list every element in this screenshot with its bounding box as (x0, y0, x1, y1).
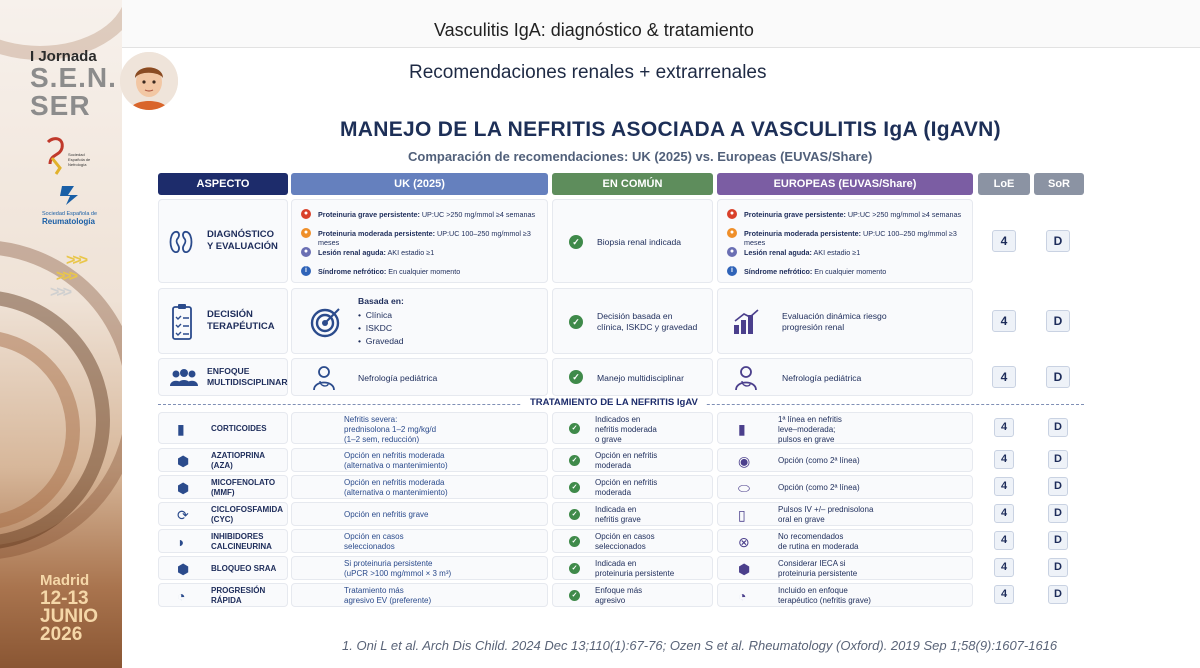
treatment-common-cell (552, 529, 713, 553)
target-icon (310, 306, 342, 338)
text-line: (MMF) (211, 488, 235, 497)
list-item: • Clínica (358, 310, 393, 320)
aspect-label-line: ENFOQUE (207, 366, 250, 376)
common-text (595, 451, 657, 471)
check-icon: ✓ (569, 482, 580, 493)
cycle-arrows-icon: ⟳ (177, 507, 189, 523)
row-decision-common (552, 288, 713, 354)
uk-criterion: Proteinuria moderada persistente: UP:UC 100–250 mg/mmol ≥3 meses (318, 229, 531, 247)
text-line: proteinuria persistente (595, 569, 675, 578)
treatment-aspect-cell (158, 475, 288, 499)
uk-text (344, 586, 431, 606)
uk-text: Nefrología pediátrica (358, 373, 438, 383)
eu-criterion: Proteinuria grave persistente: UP:UC >250 mg/mmol ≥4 semanas (744, 210, 962, 219)
sor-badge: D (1048, 504, 1068, 523)
capsule-icon: ⬭ (738, 480, 750, 496)
treatment-eu-cell (717, 529, 973, 553)
aspect-label-line: Y EVALUACIÓN (207, 241, 278, 252)
text-line: Opción en nefritis moderada (344, 451, 445, 460)
page-subtitle: Recomendaciones renales + extrarrenales (409, 62, 767, 83)
list-item: • ISKDC (358, 323, 393, 333)
loe-badge: 4 (994, 418, 1014, 437)
text-line: agresivo EV (preferente) (344, 596, 432, 605)
text-line: CORTICOIDES (211, 424, 267, 433)
column-header-aspect: ASPECTO (158, 173, 288, 195)
text-line: seleccionados (595, 542, 646, 551)
clipboard-icon (171, 303, 193, 341)
check-icon: ✓ (569, 590, 580, 601)
sor-badge: D (1048, 531, 1068, 550)
text-line: MICOFENOLATO (211, 478, 276, 487)
text-line: Opción (como 2ª línea) (778, 483, 860, 492)
treatment-common-cell (552, 502, 713, 526)
text-line: prednisolona 1–2 mg/kg/d (344, 425, 437, 434)
common-text (595, 586, 642, 606)
sor-badge: D (1046, 310, 1070, 332)
shield-icon: ⬢ (177, 453, 190, 469)
eu-text-line: progresión renal (782, 322, 845, 332)
treatment-name (211, 586, 265, 606)
event-brand-line: SER (30, 90, 91, 121)
treatment-uk-cell (291, 556, 548, 580)
text-line: RÁPIDA (211, 596, 242, 605)
event-days: 12-13 (40, 588, 89, 609)
page-title: Vasculitis IgA: diagnóstico & tratamiento (434, 20, 754, 40)
text-line: Indicada en (595, 505, 637, 514)
eu-text: Nefrología pediátrica (782, 373, 862, 383)
text-line: terapéutico (nefritis grave) (778, 596, 871, 605)
eu-text (778, 532, 859, 552)
text-line: Opción en nefritis moderada (344, 478, 445, 487)
event-sidebar (0, 0, 122, 668)
text-line: No recomendados (778, 532, 844, 541)
slide-title: MANEJO DE LA NEFRITIS ASOCIADA A VASCULITIS IgA (IgAVN) (340, 118, 1001, 141)
sor-badge: D (1048, 418, 1068, 437)
kidney-icon (169, 228, 193, 256)
nefrologia-logo (42, 134, 102, 180)
text-line: Tratamiento más (344, 586, 404, 595)
text-line: seleccionados (344, 542, 395, 551)
info-nephrotic-icon: i (727, 266, 737, 276)
slide-content (156, 112, 1084, 642)
text-line: Opción en nefritis (595, 478, 658, 487)
column-header-uk: UK (2025) (291, 173, 548, 195)
treatment-eu-cell (717, 475, 973, 499)
doctor-icon (312, 365, 336, 391)
logo-lettering: Nefrología (68, 162, 87, 167)
text-line: Considerar IECA si (778, 559, 846, 568)
slide-subtitle: Comparación de recomendaciones: UK (2025) vs. Europeas (EUVAS/Share) (408, 149, 873, 164)
event-brand-line: S.E.N. (30, 62, 117, 93)
text-line: oral en grave (778, 515, 825, 524)
eu-criterion: Proteinuria moderada persistente: UP:UC 100–250 mg/mmol ≥3 meses (744, 229, 957, 247)
text-line: CALCINEURINA (211, 542, 272, 551)
treatment-aspect-cell (158, 556, 288, 580)
bar-growth-icon (732, 309, 760, 335)
text-line: de rutina en moderada (778, 542, 859, 551)
check-icon: ✓ (569, 315, 583, 329)
column-header-eu: EUROPEAS (EUVAS/Share) (717, 173, 973, 195)
row-multi-eu (717, 358, 973, 396)
text-line: (alternativa o mantenimiento) (344, 488, 448, 497)
treatment-name (211, 564, 276, 574)
text-line: Opción en casos (595, 532, 655, 541)
aspect-label (207, 366, 288, 388)
chevron-decoration-icon: >>> (66, 252, 86, 269)
check-icon: ✓ (569, 423, 580, 434)
row-decision-aspect (158, 288, 288, 354)
uk-text (344, 532, 404, 552)
loe-badge: 4 (992, 366, 1016, 388)
treatment-eu-cell (717, 448, 973, 472)
cancel-circle-icon: ⊗ (738, 534, 750, 550)
uk-criterion: Lesión renal aguda: AKI estadio ≥1 (318, 248, 435, 257)
text-line: INHIBIDORES (211, 532, 264, 541)
aspect-label-line: DECISIÓN (207, 309, 253, 320)
sor-badge: D (1046, 366, 1070, 388)
check-icon: ✓ (569, 370, 583, 384)
treatment-common-cell (552, 412, 713, 444)
event-name: I Jornada (30, 48, 97, 65)
treatment-name (211, 532, 272, 552)
treatment-name (211, 478, 275, 498)
event-year: 2026 (40, 624, 83, 645)
sor-badge: D (1048, 450, 1068, 469)
uk-text (344, 451, 448, 471)
treatment-uk-cell (291, 502, 548, 526)
treatment-name (211, 451, 265, 471)
syringe-vial-icon: ▮ (177, 421, 185, 437)
treatment-name (211, 505, 283, 525)
eu-text (778, 559, 857, 579)
drop-severe-icon: ● (727, 209, 737, 219)
eu-text (778, 586, 871, 606)
loe-badge: 4 (994, 558, 1014, 577)
common-text (595, 559, 674, 579)
text-line: proteinuria persistente (778, 569, 858, 578)
check-icon: ✓ (569, 563, 580, 574)
row-diagnosis-uk (291, 199, 548, 283)
loe-badge: 4 (994, 585, 1014, 604)
aspect-label (207, 309, 275, 333)
drop-moderate-icon: ● (727, 228, 737, 238)
kidney-icon: ◗ (177, 534, 186, 550)
logo-lettering: Española de (68, 157, 91, 162)
loe-badge: 4 (994, 531, 1014, 550)
reumatologia-mark-icon (42, 184, 106, 206)
sor-badge: D (1046, 230, 1070, 252)
text-line: moderada (595, 461, 632, 470)
drop-severe-icon: ● (301, 209, 311, 219)
column-header-sor: SoR (1034, 173, 1084, 195)
reuma-line2: Reumatología (42, 217, 95, 226)
common-text: Manejo multidisciplinar (597, 373, 684, 383)
uk-basis-head: Basada en: (358, 296, 404, 306)
text-line: PROGRESIÓN (211, 586, 266, 595)
iv-bag-icon: ▯ (738, 507, 746, 523)
aspect-label-line: TERAPÉUTICA (207, 321, 275, 332)
reuma-line1: Sociedad Española de (42, 211, 98, 217)
check-icon: ✓ (569, 509, 580, 520)
treatment-common-cell (552, 556, 713, 580)
treatment-aspect-cell (158, 412, 288, 444)
treatment-uk-cell (291, 583, 548, 607)
treatment-name (211, 424, 267, 434)
uk-criterion: Proteinuria grave persistente: UP:UC >250 mg/mmol ≥4 semanas (318, 210, 536, 219)
row-diagnosis-grades (978, 199, 1084, 283)
text-line: 1ª línea en nefritis (778, 415, 842, 424)
reumatologia-logo (42, 184, 106, 224)
team-icon (169, 368, 199, 388)
sor-badge: D (1048, 585, 1068, 604)
common-text: Biopsia renal indicada (597, 237, 682, 247)
text-line: Si proteinuria persistente (344, 559, 433, 568)
text-line: (CYC) (211, 515, 234, 524)
treatment-eu-cell (717, 583, 973, 607)
text-line: Opción en casos (344, 532, 404, 541)
row-diagnosis-eu (717, 199, 973, 283)
avatar (120, 52, 178, 110)
uk-criterion: Síndrome nefrótico: En cualquier momento (318, 267, 461, 276)
eu-text-line: Evaluación dinámica riesgo (782, 311, 887, 321)
info-nephrotic-icon: i (301, 266, 311, 276)
shield-icon: ⬢ (738, 561, 751, 577)
treatment-uk-cell (291, 448, 548, 472)
eu-criterion: Síndrome nefrótico: En cualquier momento (744, 267, 887, 276)
treatment-eu-cell (717, 412, 973, 444)
common-text (595, 415, 657, 445)
text-line: nefritis grave (595, 515, 641, 524)
sor-badge: D (1048, 558, 1068, 577)
eu-text (778, 505, 873, 525)
row-multi-aspect (158, 358, 288, 396)
check-icon: ✓ (569, 455, 580, 466)
text-line: Incluido en enfoque (778, 586, 848, 595)
shield-icon: ⬢ (177, 480, 190, 496)
event-city: Madrid (40, 572, 90, 589)
check-icon: ✓ (569, 536, 580, 547)
treatment-common-cell (552, 475, 713, 499)
common-text (595, 505, 641, 525)
loe-badge: 4 (992, 230, 1016, 252)
text-line: (uPCR >100 mg/mmol × 3 m³) (344, 569, 452, 578)
row-diagnosis-common (552, 199, 713, 283)
section-title: TRATAMIENTO DE LA NEFRITIS IgAV (522, 397, 706, 408)
list-item: • Gravedad (358, 336, 404, 346)
uk-text (344, 415, 436, 445)
text-line: leve–moderada; (778, 425, 836, 434)
sor-badge: D (1048, 477, 1068, 496)
gauge-icon: ◔ (738, 588, 747, 604)
loe-badge: 4 (994, 477, 1014, 496)
text-line: Opción (como 2ª línea) (778, 456, 860, 465)
event-month: JUNIO (40, 606, 99, 627)
common-text-line: Decisión basada en (597, 311, 673, 321)
aspect-label-line: MULTIDISCIPLINAR (207, 377, 288, 387)
event-date (40, 572, 98, 644)
kidney-aki-icon: ● (727, 247, 737, 257)
text-line: (alternativa o mantenimiento) (344, 461, 448, 470)
treatment-aspect-cell (158, 529, 288, 553)
shield-icon: ⬢ (177, 561, 190, 577)
treatment-uk-cell (291, 412, 548, 444)
drop-moderate-icon: ● (301, 228, 311, 238)
treatment-aspect-cell (158, 502, 288, 526)
text-line: (AZA) (211, 461, 233, 470)
kidney-aki-icon: ● (301, 247, 311, 257)
eu-text (778, 456, 860, 466)
text-line: moderada (595, 488, 632, 497)
text-line: Enfoque más (595, 586, 643, 595)
chevron-decoration-icon: >>> (50, 284, 70, 301)
boy-avatar-icon (120, 52, 178, 110)
common-text (595, 532, 655, 552)
pills-icon: ◉ (738, 453, 751, 469)
row-decision-uk (291, 288, 548, 354)
treatment-common-cell (552, 583, 713, 607)
text-line: (1–2 sem, reducción) (344, 435, 420, 444)
uk-text (344, 510, 429, 520)
text-line: o grave (595, 435, 622, 444)
row-multi-common (552, 358, 713, 396)
reference-footnote: 1. Oni L et al. Arch Dis Child. 2024 Dec 13;110(1):67-76; Ozen S et al. Rheumatology (Oxford). 2019 Sep 1;58(9):1607-1616 (342, 638, 1058, 653)
column-header-common: EN COMÚN (552, 173, 713, 195)
eu-text (782, 311, 887, 333)
loe-badge: 4 (992, 310, 1016, 332)
uk-text (344, 559, 451, 579)
common-text (597, 311, 697, 333)
vial-icon: ▮ (738, 421, 746, 437)
uk-basis-list (358, 310, 404, 347)
treatment-eu-cell (717, 502, 973, 526)
uk-text (344, 478, 448, 498)
loe-badge: 4 (994, 450, 1014, 469)
row-diagnosis-aspect (158, 199, 288, 283)
check-icon: ✓ (569, 235, 583, 249)
row-decision-eu (717, 288, 973, 354)
aspect-label-line: DIAGNÓSTICO (207, 229, 275, 240)
text-line: Opción en nefritis (595, 451, 658, 460)
treatment-uk-cell (291, 529, 548, 553)
text-line: pulsos en grave (778, 435, 835, 444)
eu-text (778, 415, 842, 445)
text-line: Opción en nefritis grave (344, 510, 429, 519)
column-header-loe: LoE (978, 173, 1030, 195)
text-line: agresivo (595, 596, 626, 605)
row-multi-uk (291, 358, 548, 396)
common-text (595, 478, 657, 498)
aspect-label (207, 229, 278, 253)
text-line: Pulsos IV +/– prednisolona (778, 505, 874, 514)
text-line: Indicados en (595, 415, 641, 424)
text-line: nefritis moderada (595, 425, 657, 434)
gauge-icon: ◔ (177, 588, 186, 604)
text-line: Nefritis severa: (344, 415, 398, 424)
eu-criterion: Lesión renal aguda: AKI estadio ≥1 (744, 248, 861, 257)
text-line: BLOQUEO SRAA (211, 564, 277, 573)
treatment-uk-cell (291, 475, 548, 499)
text-line: Indicada en (595, 559, 637, 568)
treatment-aspect-cell (158, 448, 288, 472)
chevron-decoration-icon: >>> (56, 268, 76, 285)
treatment-aspect-cell (158, 583, 288, 607)
loe-badge: 4 (994, 504, 1014, 523)
event-logo (30, 64, 117, 120)
text-line: CICLOFOSFAMIDA (211, 505, 283, 514)
treatment-common-cell (552, 448, 713, 472)
treatment-eu-cell (717, 556, 973, 580)
text-line: AZATIOPRINA (211, 451, 266, 460)
logo-lettering: Sociedad (68, 152, 85, 157)
eu-text (778, 483, 860, 493)
common-text-line: clínica, ISKDC y gravedad (597, 322, 698, 332)
doctor-icon (734, 365, 758, 391)
